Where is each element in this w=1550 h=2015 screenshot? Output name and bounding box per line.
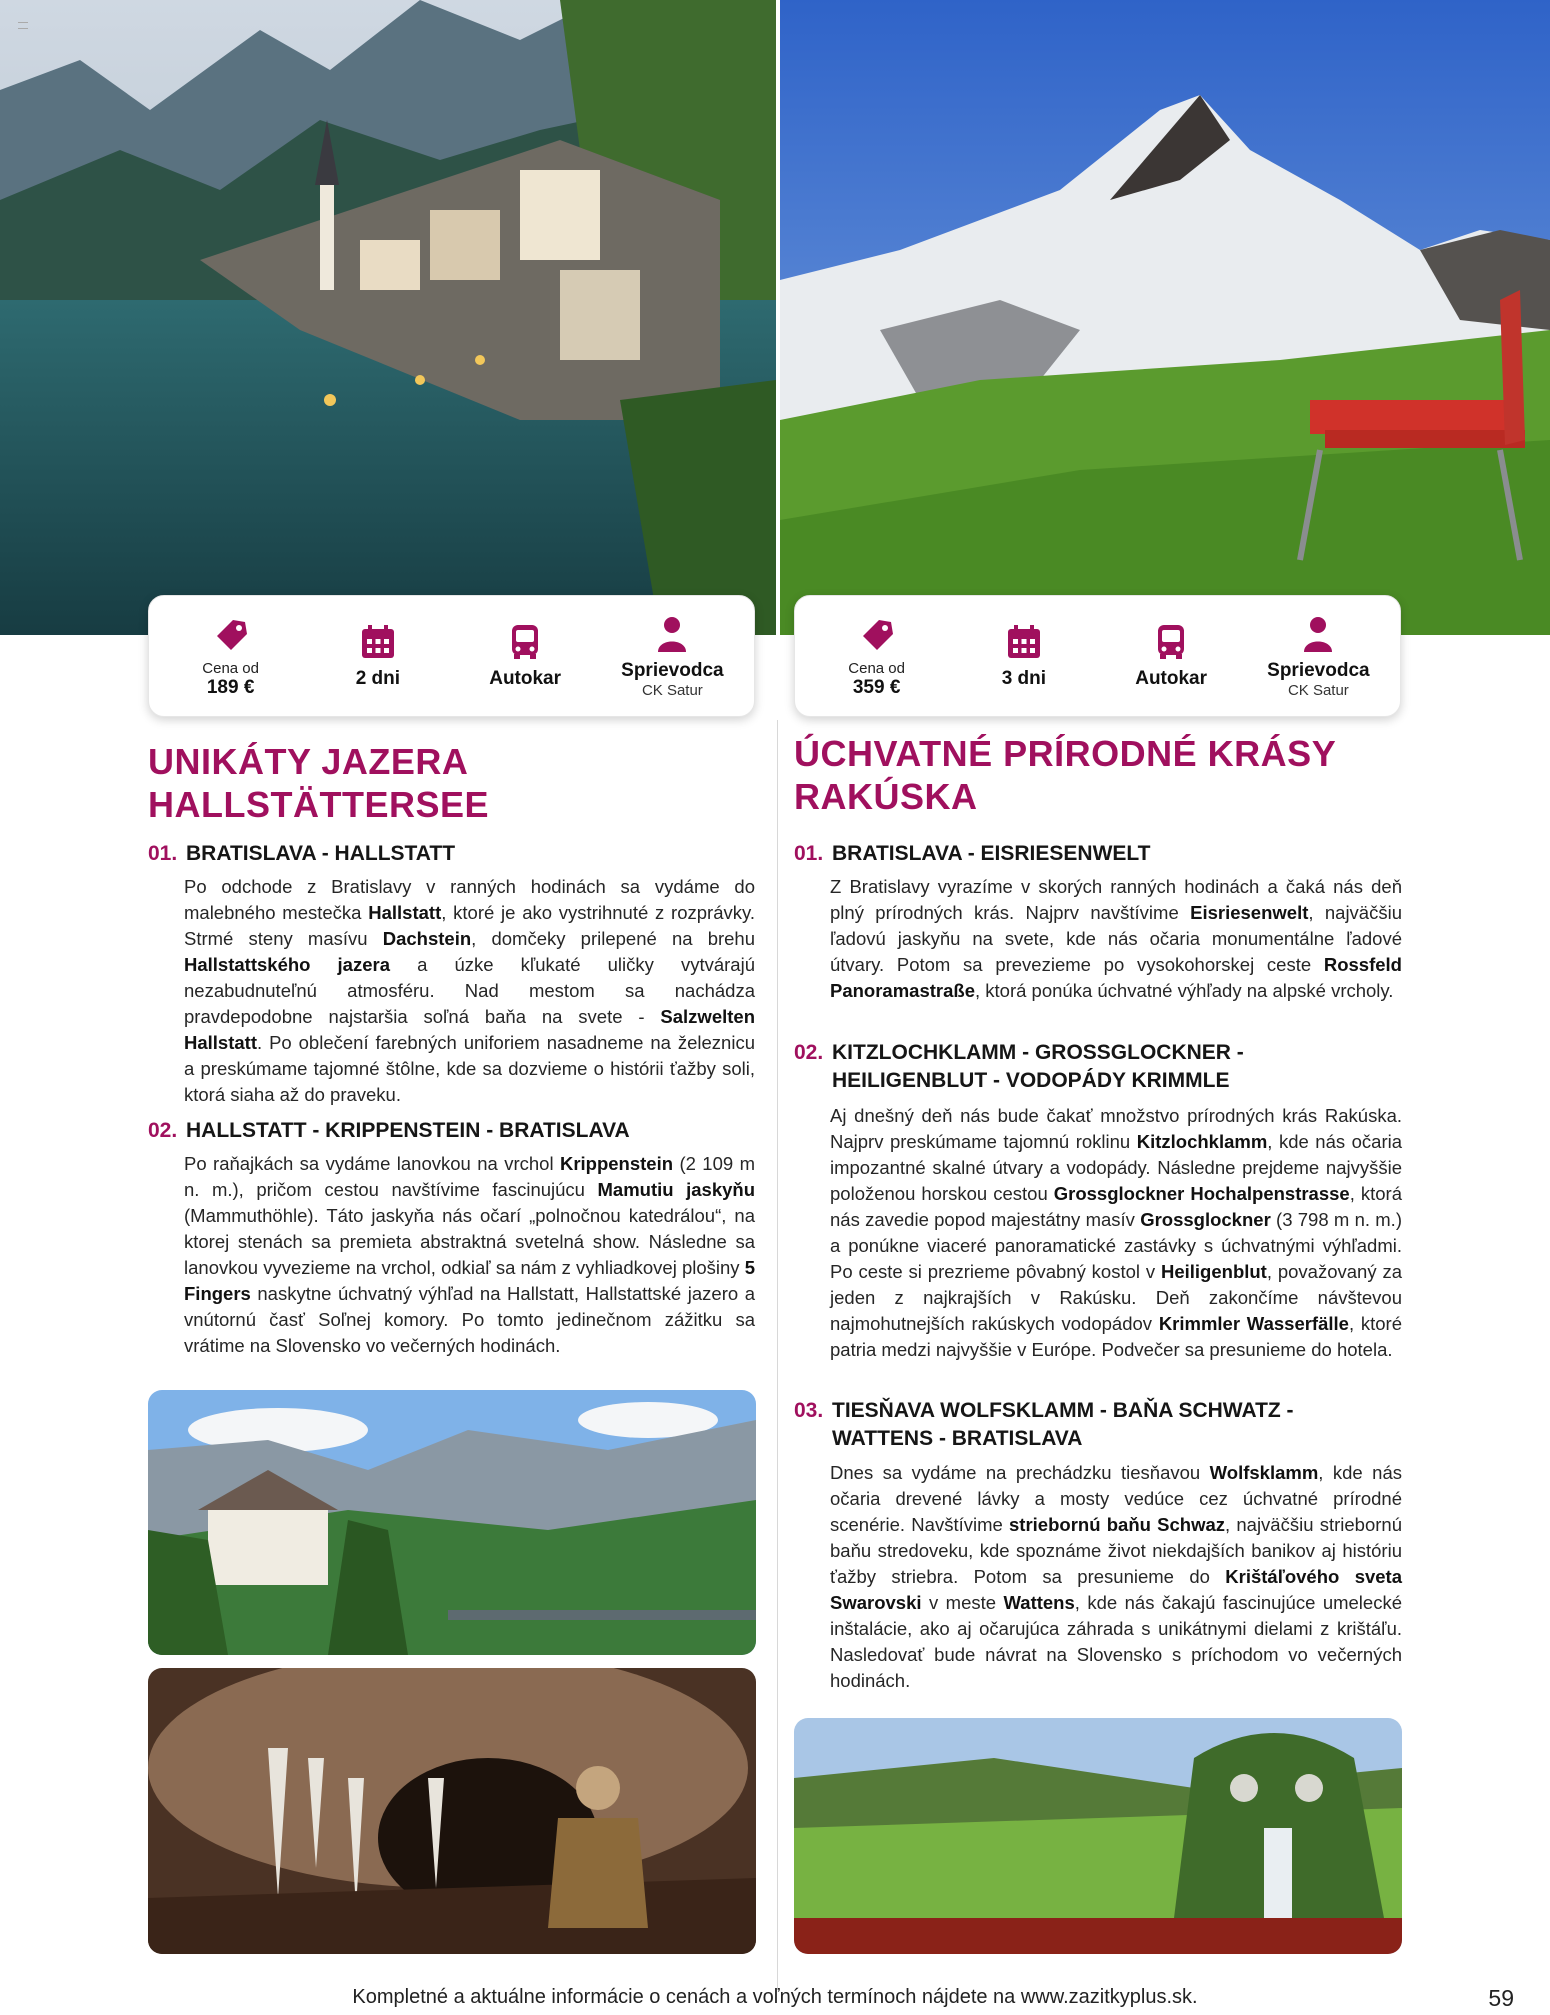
bus-icon — [505, 622, 545, 662]
day-number: 03. — [794, 1399, 824, 1422]
highlight-text: Wolfsklamm — [1209, 1462, 1319, 1483]
right-day2-text — [830, 1103, 1402, 1363]
body-text: , ktorá ponúka úchvatné výhľady na alpské vrcholy. — [974, 980, 1394, 1001]
body-text: naskytne úchvatný výhľad na Hallstatt, Hallstattské jazero a vnútornú časť Soľnej komory. Po tomto jedinečnom zážitku sa vrátime na Slovensko vo večerných hodinách. — [184, 1283, 755, 1356]
guide-item — [599, 614, 746, 699]
body-text: , kde nás očaria drevené lávky a mosty vedúce cez úchvatné prírodné scenérie. Navštívime — [830, 1462, 1403, 1535]
body-text: , ktoré je ako vystrihnuté z rozprávky. Strmé steny masívu — [184, 902, 755, 949]
price-label: Cena od — [848, 659, 905, 677]
duration-item — [304, 622, 451, 690]
right-day3-heading — [794, 1397, 1334, 1453]
right-day1-text — [830, 874, 1402, 1004]
right-title-line2: RAKÚSKA — [794, 776, 978, 817]
alpine-valley-photo — [148, 1390, 756, 1655]
right-day1-heading — [794, 840, 1404, 868]
highlight-text: Mamutiu jaskyňu — [597, 1179, 756, 1200]
highlight-text: Eisriesenwelt — [1190, 902, 1309, 923]
left-title-line1: UNIKÁTY JAZERA — [148, 741, 469, 782]
hallstatt-photo — [0, 0, 776, 635]
body-text: a úzke kľukaté uličky vytvárajú nezabudnuteľnú atmosféru. Nad mestom sa nachádza pravdepodobne najstaršia soľná baňa na svete - — [184, 954, 755, 1027]
body-text: , ktoré patria medzi najvyššie v Európe. Podvečer sa presunieme do hotela. — [830, 1313, 1402, 1360]
highlight-text: Rossfeld Panoramastraße — [830, 954, 1402, 1001]
highlight-text: striebornú baňu Schwaz — [1009, 1514, 1225, 1535]
transport-item — [1098, 622, 1245, 690]
highlight-text: Hallstattského jazera — [184, 954, 390, 975]
left-day1-heading — [148, 840, 758, 868]
body-text: Po odchode z Bratislavy v ranných hodinách sa vydáme do malebného mestečka — [184, 876, 755, 923]
guide-sub: CK Satur — [641, 681, 703, 699]
body-text: , kde nás čakajú fascinujúce umelecké inštalácie, ako aj očarujúca záhrada s unikátnymi dielami z krištáľu. Nasledovať bude návrat na Slovensko s príchodom vo večerných hodinách. — [830, 1592, 1402, 1691]
right-title-line1: ÚCHVATNÉ PRÍRODNÉ KRÁSY — [794, 733, 1337, 774]
footer-info: Kompletné a aktuálne informácie o cenách a voľných termínoch nájdete na www.zazitkyplus.sk. — [352, 1986, 1198, 2008]
price-value: 189 € — [206, 676, 255, 698]
duration-item — [950, 622, 1097, 690]
guide-item — [1245, 614, 1392, 699]
guide-sub: CK Satur — [1287, 681, 1349, 699]
highlight-text: Heiligenblut — [1160, 1261, 1267, 1282]
person-icon — [652, 614, 692, 654]
day-title: HALLSTATT - KRIPPENSTEIN - BRATISLAVA — [186, 1119, 630, 1142]
left-day1-text — [184, 874, 755, 1108]
left-title — [148, 740, 758, 826]
price-label: Cena od — [202, 659, 259, 677]
page-number: 59 — [1488, 1985, 1514, 2011]
day-number: 01. — [148, 842, 178, 865]
body-text: Po raňajkách sa vydáme lanovkou na vrchol — [184, 1153, 560, 1174]
calendar-icon — [358, 622, 398, 662]
highlight-text: Krištáľového sveta Swarovski — [830, 1566, 1403, 1613]
duration-value: 3 dni — [1001, 668, 1047, 689]
highlight-text: 5 Fingers — [184, 1257, 755, 1304]
body-text: , považovaný za jeden z najkrajších v Rakúsku. Deň zakončíme návštevou najmohutnejších rakúskych vodopádov — [830, 1261, 1402, 1334]
guide-value: Sprievodca — [1267, 659, 1370, 681]
right-info-bar — [794, 595, 1401, 717]
column-separator-line — [777, 720, 778, 1990]
day-title: BRATISLAVA - HALLSTATT — [186, 842, 456, 865]
swarovski-giant-photo — [794, 1718, 1402, 1954]
highlight-text: Krimmler Wasserfälle — [1158, 1313, 1349, 1334]
highlight-text: Salzwelten Hallstatt — [184, 1006, 755, 1053]
price-value: 359 € — [852, 676, 901, 698]
highlight-text: Hallstatt — [368, 902, 442, 923]
left-day2-heading — [148, 1117, 758, 1145]
left-day2-text — [184, 1151, 755, 1359]
grossglockner-photo — [780, 0, 1550, 635]
day-title: TIESŇAVA WOLFSKLAMM - BAŇA SCHWATZ - WATTENS - BRATISLAVA — [832, 1399, 1294, 1450]
price-tag-icon — [857, 614, 897, 654]
day-number: 01. — [794, 842, 824, 865]
body-text: Dnes sa vydáme na prechádzku tiesňavou — [830, 1462, 1210, 1483]
body-text: , kde nás očaria impozantné skalné útvary a vodopády. Následne prejdeme najvyššie položenou horskou cestou — [830, 1131, 1402, 1204]
body-text: (3 798 m n. m.) a ponúkne viaceré panoramatické zastávky s úchvatnými výhľadmi. Po ceste si prezrieme pôvabný kostol v — [830, 1209, 1402, 1282]
body-text: , najväčšiu ľadovú jaskyňu na svete, kde nás očaria monumentálne ľadové útvary. Potom sa prevezieme po vysokohorskej ceste — [830, 902, 1402, 975]
body-text: (Mammuthöhle). Táto jaskyňa nás očarí „polnočnou katedrálou“, na ktorej stenách sa premieta abstraktná svetelná show. Následne sa lanovkou vyvezieme na vrchol, odkiaľ sa nám z vyhliadkovej plošiny — [184, 1205, 755, 1278]
right-day3-text — [830, 1460, 1402, 1694]
highlight-text: Grossglockner — [1140, 1209, 1271, 1230]
body-text: Z Bratislavy vyrazíme v skorých ranných hodinách a čaká nás deň plný prírodných krás. Najprv navštívime — [830, 876, 1402, 923]
highlight-text: Krippenstein — [559, 1153, 674, 1174]
person-icon — [1298, 614, 1338, 654]
price-item — [803, 614, 950, 699]
highlight-text: Kitzlochklamm — [1136, 1131, 1268, 1152]
body-text: (2 109 m n. m.), pričom cestou navštívime fascinujúcu — [184, 1153, 755, 1200]
body-text: . Po oblečení farebných uniforiem nasadneme na železnicu a preskúmame tajomné štôlne, kde sa dozvieme o histórii ťažby soli, ktorá siaha až do praveku. — [184, 1032, 755, 1105]
body-text: , najväčšiu striebornú baňu stredoveku, kde spoznáme život niekdajších banikov aj históriu ťažby striebra. Potom sa presunieme do — [830, 1514, 1402, 1587]
price-item — [157, 614, 304, 699]
body-text: v meste — [921, 1592, 1004, 1613]
right-day2-heading — [794, 1039, 1294, 1095]
highlight-text: Grossglockner Hochalpenstrasse — [1053, 1183, 1350, 1204]
highlight-text: Dachstein — [382, 928, 472, 949]
body-text: , ktorá nás zavedie popod majestátny masív — [830, 1183, 1402, 1230]
transport-value: Autokar — [1135, 668, 1208, 689]
day-title: KITZLOCHKLAMM - GROSSGLOCKNER - HEILIGENBLUT - VODOPÁDY KRIMMLE — [832, 1041, 1244, 1092]
transport-value: Autokar — [489, 668, 562, 689]
bus-icon — [1151, 622, 1191, 662]
left-info-bar — [148, 595, 755, 717]
highlight-text: Wattens — [1003, 1592, 1075, 1613]
duration-value: 2 dni — [355, 668, 401, 689]
transport-item — [452, 622, 599, 690]
day-title: BRATISLAVA - EISRIESENWELT — [832, 842, 1151, 865]
guide-value: Sprievodca — [621, 659, 724, 681]
body-text: , domčeky prilepené na brehu — [471, 928, 756, 949]
price-tag-icon — [211, 614, 251, 654]
left-title-line2: HALLSTÄTTERSEE — [148, 784, 490, 825]
calendar-icon — [1004, 622, 1044, 662]
body-text: Aj dnešný deň nás bude čakať množstvo prírodných krás Rakúska. Najprv preskúmame tajomnú roklinu — [830, 1105, 1402, 1152]
menu-mark-icon — [18, 22, 28, 29]
right-title — [794, 732, 1414, 818]
ice-cave-photo — [148, 1668, 756, 1954]
day-number: 02. — [794, 1041, 824, 1064]
day-number: 02. — [148, 1119, 178, 1142]
